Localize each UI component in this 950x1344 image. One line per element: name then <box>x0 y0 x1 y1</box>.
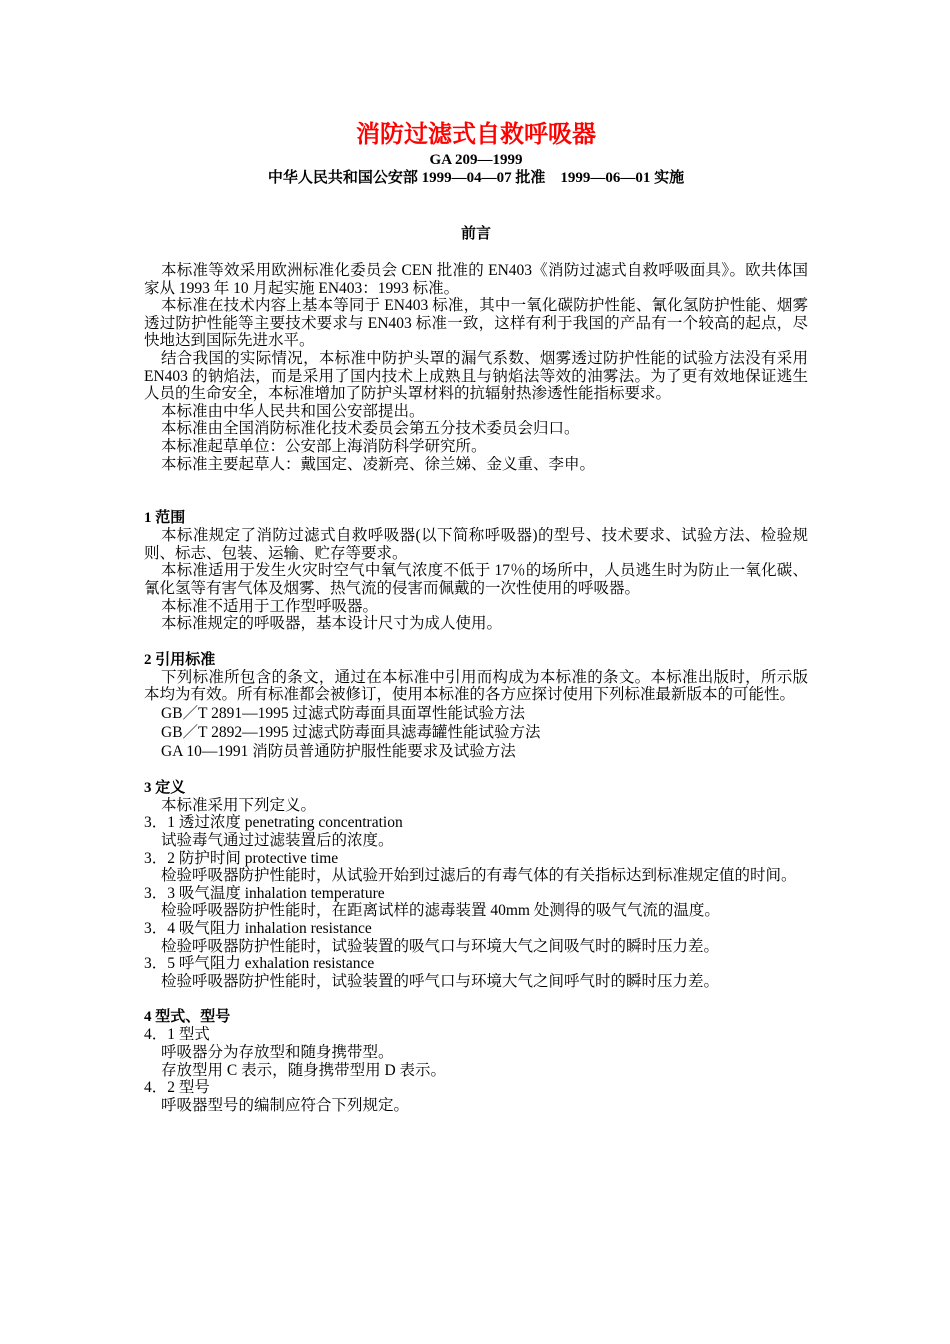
foreword-paragraph: 结合我国的实际情况，本标准中防护头罩的漏气系数、烟雾透过防护性能的试验方法没有采用 EN403 的钠焰法，而是采用了国内技术上成熟且与钠焰法等效的油雾法。为了更有效地保证逃生人员的生命安全，本标准增加了防护头罩材料的抗辐射热渗透性能指标要求。 <box>144 349 808 403</box>
section-scope <box>144 509 808 633</box>
foreword-paragraph: 本标准由中华人民共和国公安部提出。 <box>161 402 425 420</box>
section-paragraph: 本标准不适用于工作型呼吸器。 <box>161 597 379 615</box>
foreword-section <box>144 262 808 473</box>
definition-term: 3．2 防护时间 protective time <box>144 849 339 867</box>
foreword-paragraph: 本标准主要起草人：戴国定、凌新亮、徐兰娣、金义重、李申。 <box>161 455 596 473</box>
section-references <box>144 651 808 761</box>
section-line: 呼吸器型号的编制应符合下列规定。 <box>161 1096 410 1114</box>
section-definitions <box>144 779 808 991</box>
foreword-paragraph: 本标准在技术内容上基本等同于 EN403 标准，其中一氧化碳防护性能、氰化氢防护性能、烟雾透过防护性能等主要技术要求与 EN403 标准一致，这样有利于我国的产品有一个较高的起点，尽快地达到国际先进水平。 <box>144 297 808 350</box>
subsection-heading: 4．2 型号 <box>144 1079 210 1097</box>
section-paragraph: 本标准采用下列定义。 <box>161 796 317 814</box>
definition-term: 3．1 透过浓度 penetrating concentration <box>144 814 403 832</box>
definition-text: 试验毒气通过过滤装置后的浓度。 <box>161 832 394 850</box>
section-paragraph: 本标准适用于发生火灾时空气中氧气浓度不低于 17％的场所中，人员逃生时为防止一氧化碳、氰化氢等有害气体及烟雾、热气流的侵害而佩戴的一次性使用的呼吸器。 <box>144 562 808 597</box>
section-paragraph: 本标准规定的呼吸器，基本设计尺寸为成人使用。 <box>161 615 503 633</box>
standard-number: GA 209—1999 <box>429 152 523 168</box>
section-paragraph: 下列标准所包含的条文，通过在本标准中引用而构成为本标准的条文。本标准出版时，所示版本均为有效。所有标准都会被修订，使用本标准的各方应探讨使用下列标准最新版本的可能性。 <box>144 668 808 704</box>
foreword-paragraph: 本标准由全国消防标准化技术委员会第五分技术委员会归口。 <box>161 420 580 438</box>
approval-line: 中华人民共和国公安部 1999—04—07 批准 1999—06—01 实施 <box>267 170 685 186</box>
foreword-heading: 前言 <box>460 226 491 242</box>
reference-item: GB／T 2891—1995 过滤式防毒面具面罩性能试验方法 <box>161 704 525 722</box>
foreword-paragraph: 本标准等效采用欧洲标准化委员会 CEN 批准的 EN403《消防过滤式自救呼吸面具》。欧共体国家从 1993 年 10 月起实施 EN403：1993 标准。 <box>144 262 808 297</box>
definition-term: 3．3 吸气温度 inhalation temperature <box>144 884 385 902</box>
section-types <box>144 1008 808 1114</box>
section-paragraph: 本标准规定了消防过滤式自救呼吸器(以下简称呼吸器)的型号、技术要求、试验方法、检验规则、标志、包装、运输、贮存等要求。 <box>144 527 808 562</box>
reference-item: GB／T 2892—1995 过滤式防毒面具滤毒罐性能试验方法 <box>161 723 541 741</box>
reference-item: GA 10—1991 消防员普通防护服性能要求及试验方法 <box>161 742 516 760</box>
document-page <box>144 118 808 1114</box>
definition-term: 3．4 吸气阻力 inhalation resistance <box>144 920 372 938</box>
definition-text: 检验呼吸器防护性能时，试验装置的呼气口与环境大气之间呼气时的瞬时压力差。 <box>161 972 720 990</box>
subsection-heading: 4．1 型式 <box>144 1026 210 1044</box>
section-line: 呼吸器分为存放型和随身携带型。 <box>161 1044 394 1061</box>
section-heading: 4 型式、型号 <box>144 1009 231 1026</box>
definition-text: 检验呼吸器防护性能时，从试验开始到过滤后的有毒气体的有关指标达到标准规定值的时间。 <box>161 867 797 885</box>
definition-text: 检验呼吸器防护性能时，在距离试样的滤毒装置 40mm 处测得的吸气气流的温度。 <box>161 902 720 920</box>
definition-term: 3．5 呼气阻力 exhalation resistance <box>144 955 375 973</box>
section-line: 存放型用 C 表示，随身携带型用 D 表示。 <box>161 1061 447 1079</box>
section-heading: 2 引用标准 <box>144 651 216 668</box>
section-heading: 1 范围 <box>144 510 186 527</box>
foreword-paragraph: 本标准起草单位：公安部上海消防科学研究所。 <box>161 437 487 455</box>
section-heading: 3 定义 <box>144 779 186 796</box>
definition-text: 检验呼吸器防护性能时，试验装置的吸气口与环境大气之间吸气时的瞬时压力差。 <box>161 937 720 955</box>
document-title: 消防过滤式自救呼吸器 <box>356 122 596 148</box>
